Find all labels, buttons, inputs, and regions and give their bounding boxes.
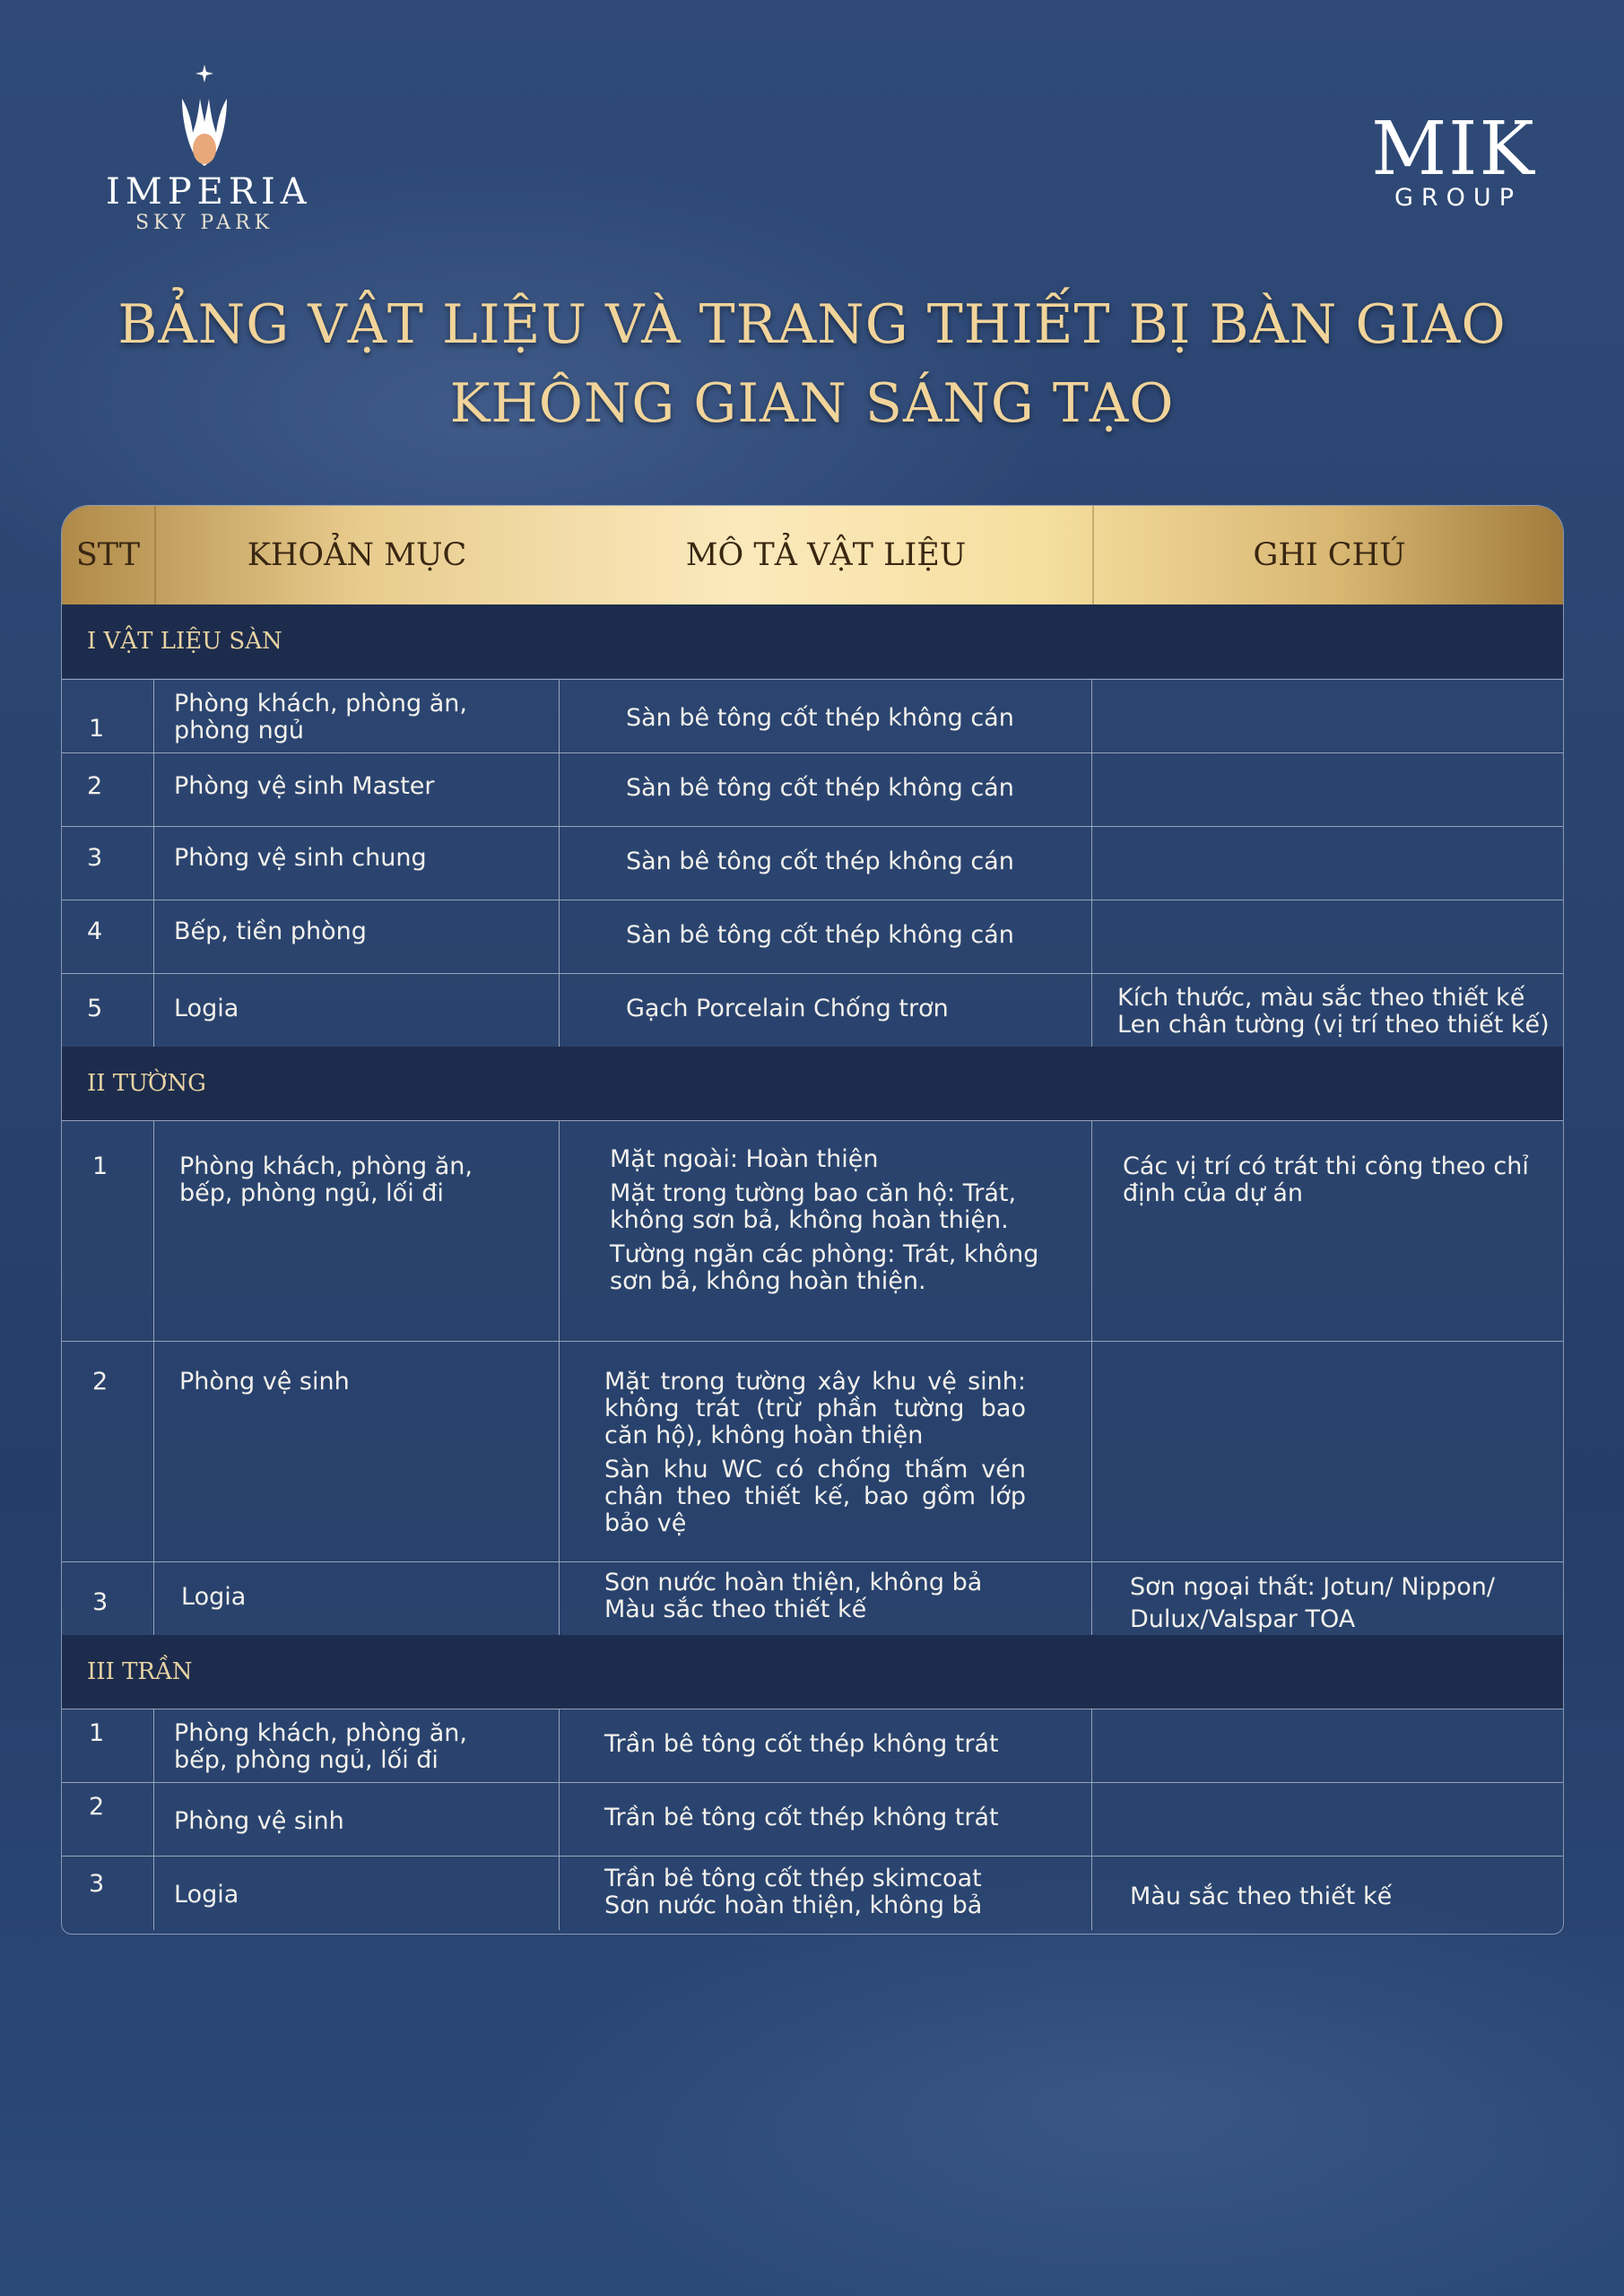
cell-desc [560, 1709, 1092, 1783]
cell-stt-text: 1 [92, 1152, 109, 1180]
header-stt: STT [62, 506, 156, 604]
cell-item [154, 1857, 560, 1930]
cell-stt-text: 2 [89, 1793, 105, 1821]
cell-stt-text: 1 [89, 1719, 105, 1747]
cell-stt-text: 2 [87, 772, 103, 800]
cell-item-text: Bếp, tiền phòng [174, 918, 367, 945]
cell-note-text: Dulux/Valspar TOA [1130, 1605, 1356, 1633]
cell-note-text: Len chân tường (vị trí theo thiết kế) [1117, 1011, 1550, 1039]
cell-stt [62, 1783, 154, 1857]
cell-item [154, 680, 560, 753]
section-label: III TRẦN [87, 1658, 193, 1685]
table-row [62, 1856, 1563, 1930]
cell-item-text: Logia [174, 1881, 239, 1909]
cell-note [1092, 1562, 1563, 1636]
cell-desc-text: Trần bê tông cốt thép không trát [604, 1804, 999, 1831]
cell-item-text: Logia [174, 995, 239, 1022]
cell-item [154, 753, 560, 827]
cell-item [154, 1709, 560, 1783]
cell-desc-text: Sơn nước hoàn thiện, không bả [604, 1569, 983, 1596]
table-row [62, 1709, 1563, 1783]
cell-item-text: Phòng khách, phòng ăn, [174, 1719, 468, 1747]
mik-group-logo [1364, 107, 1543, 212]
imperia-sub-text: SKY PARK [135, 212, 274, 234]
cell-stt-text: 3 [89, 1870, 105, 1898]
section-header [62, 1635, 1563, 1709]
cell-note [1092, 680, 1563, 753]
imperia-logo [106, 63, 312, 242]
cell-item-text: bếp, phòng ngủ, lối đi [174, 1746, 439, 1774]
cell-stt-text: 3 [87, 844, 103, 872]
page-title-line-2: KHÔNG GIAN SÁNG TẠO [449, 372, 1175, 435]
cell-desc [560, 1342, 1092, 1562]
cell-note-text: Màu sắc theo thiết kế [1130, 1883, 1393, 1910]
cell-stt-text: 4 [87, 918, 103, 945]
cell-desc [560, 1121, 1092, 1342]
cell-stt [62, 974, 154, 1048]
cell-stt [62, 827, 154, 900]
table-row [62, 826, 1563, 900]
cell-desc-text: Sàn bê tông cốt thép không cán [626, 774, 1014, 802]
table-row [62, 752, 1563, 827]
cell-item-text: Phòng vệ sinh Master [174, 772, 435, 800]
table-row [62, 679, 1563, 753]
cell-stt [62, 900, 154, 974]
cell-desc [560, 753, 1092, 827]
cell-item [154, 974, 560, 1048]
cell-note [1092, 974, 1563, 1048]
cell-item-text: Phòng khách, phòng ăn, [174, 690, 468, 718]
materials-table [61, 505, 1564, 1935]
cell-stt-text: 1 [89, 715, 105, 743]
table-row [62, 973, 1563, 1048]
cell-desc-text: Sàn bê tông cốt thép không cán [626, 704, 1014, 732]
cell-stt-text: 3 [92, 1588, 109, 1616]
cell-stt-text: 5 [87, 995, 103, 1022]
cell-desc-text: Mặt trong tường xây khu vệ sinh: không trát (trừ phần tường bao căn hộ), không hoàn thiện [604, 1368, 1026, 1449]
cell-note [1092, 1857, 1563, 1930]
cell-desc-text: Sàn bê tông cốt thép không cán [626, 921, 1014, 949]
cell-desc [560, 827, 1092, 900]
header-note: GHI CHÚ [1092, 506, 1564, 604]
cell-item-text: Phòng khách, phòng ăn, [179, 1152, 473, 1180]
section-header [62, 604, 1563, 678]
cell-stt [62, 680, 154, 753]
section-label: I VẬT LIỆU SÀN [87, 628, 282, 655]
table-row [62, 1120, 1563, 1342]
header-item: KHOẢN MỤC [247, 537, 467, 573]
cell-desc-text: Sàn bê tông cốt thép không cán [626, 848, 1014, 875]
imperia-emblem-icon [164, 63, 245, 170]
cell-note [1092, 1121, 1563, 1342]
cell-item [154, 1562, 560, 1636]
cell-stt [62, 1857, 154, 1930]
cell-desc-text: Gạch Porcelain Chống trơn [626, 995, 949, 1022]
cell-item-text: phòng ngủ [174, 717, 304, 744]
cell-desc-text: Sàn khu WC có chống thấm vén chân theo thiết kế, bao gồm lớp bảo vệ [604, 1456, 1026, 1537]
cell-note [1092, 827, 1563, 900]
cell-desc-text: Trần bê tông cốt thép skimcoat [604, 1865, 982, 1892]
table-header [62, 506, 1563, 604]
page-title [0, 285, 1624, 443]
cell-stt-text: 2 [92, 1368, 109, 1396]
table-row [62, 1782, 1563, 1857]
cell-item-text: Phòng vệ sinh chung [174, 844, 427, 872]
cell-item-text: bếp, phòng ngủ, lối đi [179, 1179, 444, 1207]
section-header [62, 1047, 1563, 1120]
cell-stt [62, 1121, 154, 1342]
cell-desc [560, 1857, 1092, 1930]
cell-item [154, 1342, 560, 1562]
mik-sub-text: GROUP [1394, 184, 1522, 212]
cell-note-text: Sơn ngoại thất: Jotun/ Nippon/ [1130, 1573, 1495, 1601]
cell-item [154, 900, 560, 974]
table-row [62, 1561, 1563, 1636]
cell-stt [62, 1342, 154, 1562]
cell-note [1092, 1709, 1563, 1783]
cell-item-text: Phòng vệ sinh [179, 1368, 350, 1396]
cell-desc-text: Trần bê tông cốt thép không trát [604, 1730, 999, 1758]
cell-item [154, 1121, 560, 1342]
cell-desc-text: Sơn nước hoàn thiện, không bả [604, 1892, 983, 1919]
cell-stt [62, 1709, 154, 1783]
mik-brand-text: MIK [1371, 107, 1536, 192]
cell-desc-text: Mặt trong tường bao căn hộ: Trát, không sơn bả, không hoàn thiện. [610, 1179, 1017, 1234]
cell-desc-text: Mặt ngoài: Hoàn thiện [610, 1145, 879, 1173]
cell-note [1092, 1783, 1563, 1857]
imperia-brand-text: IMPERIA [106, 171, 312, 213]
cell-note [1092, 753, 1563, 827]
cell-item [154, 1783, 560, 1857]
cell-item-text: Logia [181, 1583, 247, 1611]
cell-desc [560, 1562, 1092, 1636]
cell-note-text: Các vị trí có trát thi công theo chỉ định của dự án [1123, 1152, 1529, 1207]
header-desc: MÔ TẢ VẬT LIỆU [685, 537, 967, 573]
cell-desc-text: Tường ngăn các phòng: Trát, không sơn bả, không hoàn thiện. [610, 1240, 1039, 1295]
section-label: II TƯỜNG [87, 1070, 206, 1097]
cell-stt [62, 753, 154, 827]
cell-note [1092, 900, 1563, 974]
cell-desc [560, 900, 1092, 974]
cell-note [1092, 1342, 1563, 1562]
cell-desc-text: Màu sắc theo thiết kế [604, 1596, 867, 1623]
cell-item [154, 827, 560, 900]
cell-desc [560, 680, 1092, 753]
cell-stt [62, 1562, 154, 1636]
table-row [62, 1341, 1563, 1562]
cell-desc [560, 974, 1092, 1048]
cell-item-text: Phòng vệ sinh [174, 1807, 344, 1835]
page-title-line-1: BẢNG VẬT LIỆU VÀ TRANG THIẾT BỊ BÀN GIAO [117, 293, 1507, 356]
table-row [62, 900, 1563, 974]
cell-note-text: Kích thước, màu sắc theo thiết kế [1117, 984, 1525, 1012]
cell-desc [560, 1783, 1092, 1857]
